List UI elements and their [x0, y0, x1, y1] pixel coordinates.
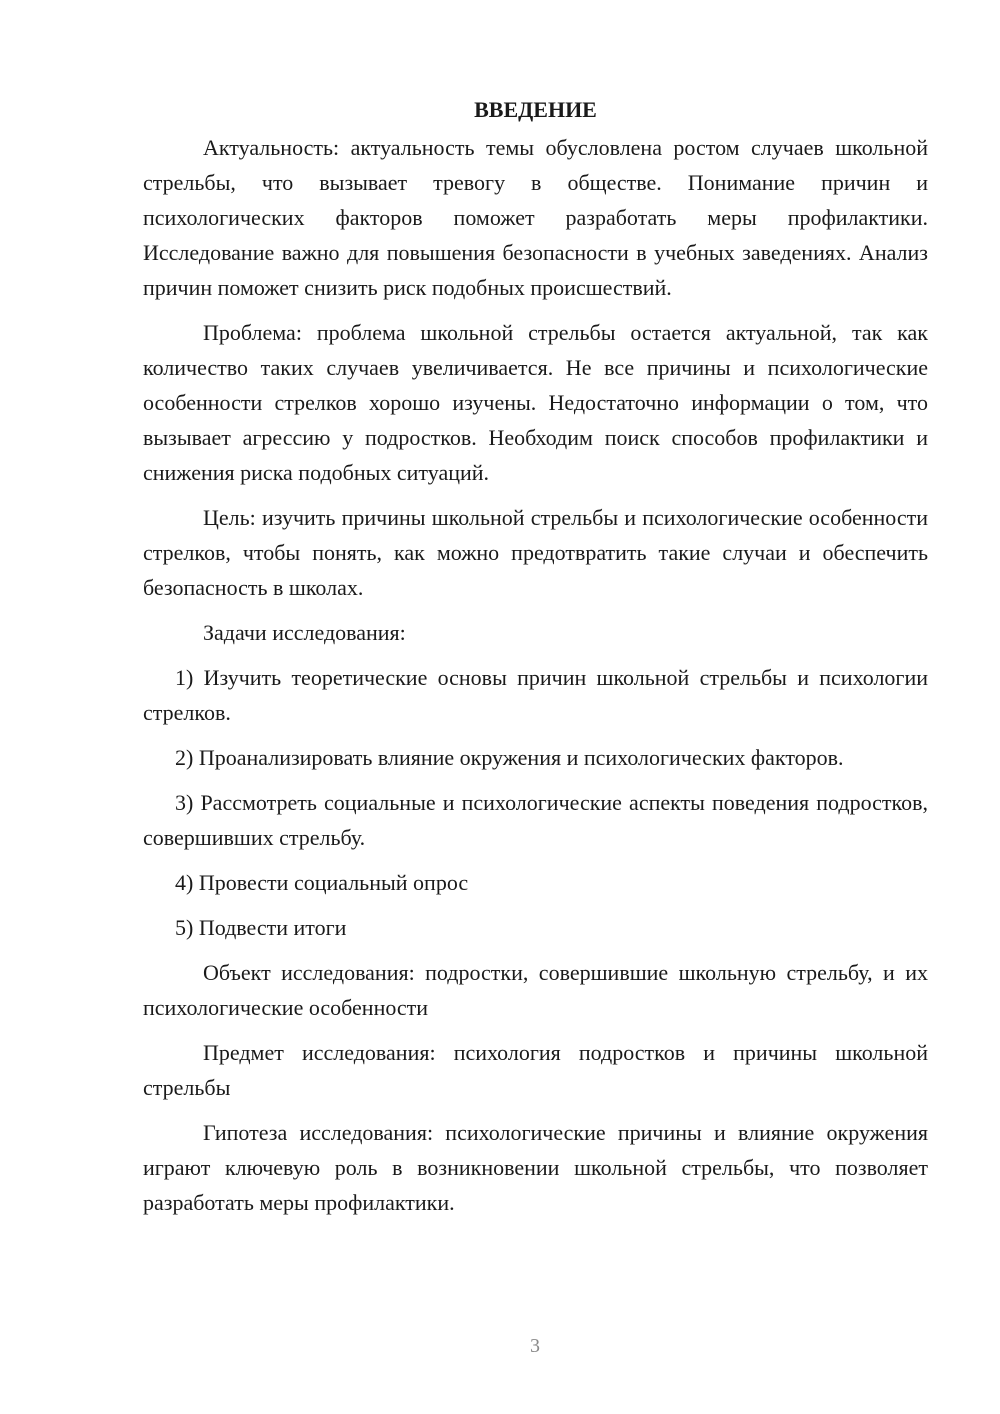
goal-paragraph: Цель: изучить причины школьной стрельбы и психологические особенности стрелков, чтобы понять, как можно предотвратить такие случаи и обеспечить безопасность в школах.	[143, 505, 928, 600]
task-item-1: 1) Изучить теоретические основы причин школьной стрельбы и психологии стрелков.	[143, 665, 928, 725]
relevance-paragraph: Актуальность: актуальность темы обусловлена ростом случаев школьной стрельбы, что вызывает тревогу в обществе. Понимание причин и психологических факторов поможет разработать меры профилактики. Исследование важно для повышения безопасности в учебных заведениях. Анализ причин поможет снизить риск подобных происшествий.	[143, 135, 928, 300]
page-content	[143, 92, 928, 1220]
page-title: ВВЕДЕНИЕ	[474, 97, 597, 122]
task-item-5: 5) Подвести итоги	[175, 915, 347, 940]
page-number: 3	[530, 1335, 540, 1357]
task-item-2: 2) Проанализировать влияние окружения и психологических факторов.	[175, 745, 844, 770]
task-item-4: 4) Провести социальный опрос	[175, 870, 469, 895]
tasks-heading: Задачи исследования:	[203, 620, 406, 645]
object-paragraph: Объект исследования: подростки, совершившие школьную стрельбу, и их психологические особенности	[143, 960, 928, 1020]
subject-paragraph: Предмет исследования: психология подростков и причины школьной стрельбы	[143, 1040, 928, 1100]
hypothesis-paragraph: Гипотеза исследования: психологические причины и влияние окружения играют ключевую роль в возникновении школьной стрельбы, что позволяет разработать меры профилактики.	[143, 1120, 928, 1215]
problem-paragraph: Проблема: проблема школьной стрельбы остается актуальной, так как количество таких случаев увеличивается. Не все причины и психологические особенности стрелков хорошо изучены. Недостаточно информации о том, что вызывает агрессию у подростков. Необходим поиск способов профилактики и снижения риска подобных ситуаций.	[143, 320, 928, 485]
task-item-3: 3) Рассмотреть социальные и психологические аспекты поведения подростков, совершивших стрельбу.	[143, 790, 928, 850]
